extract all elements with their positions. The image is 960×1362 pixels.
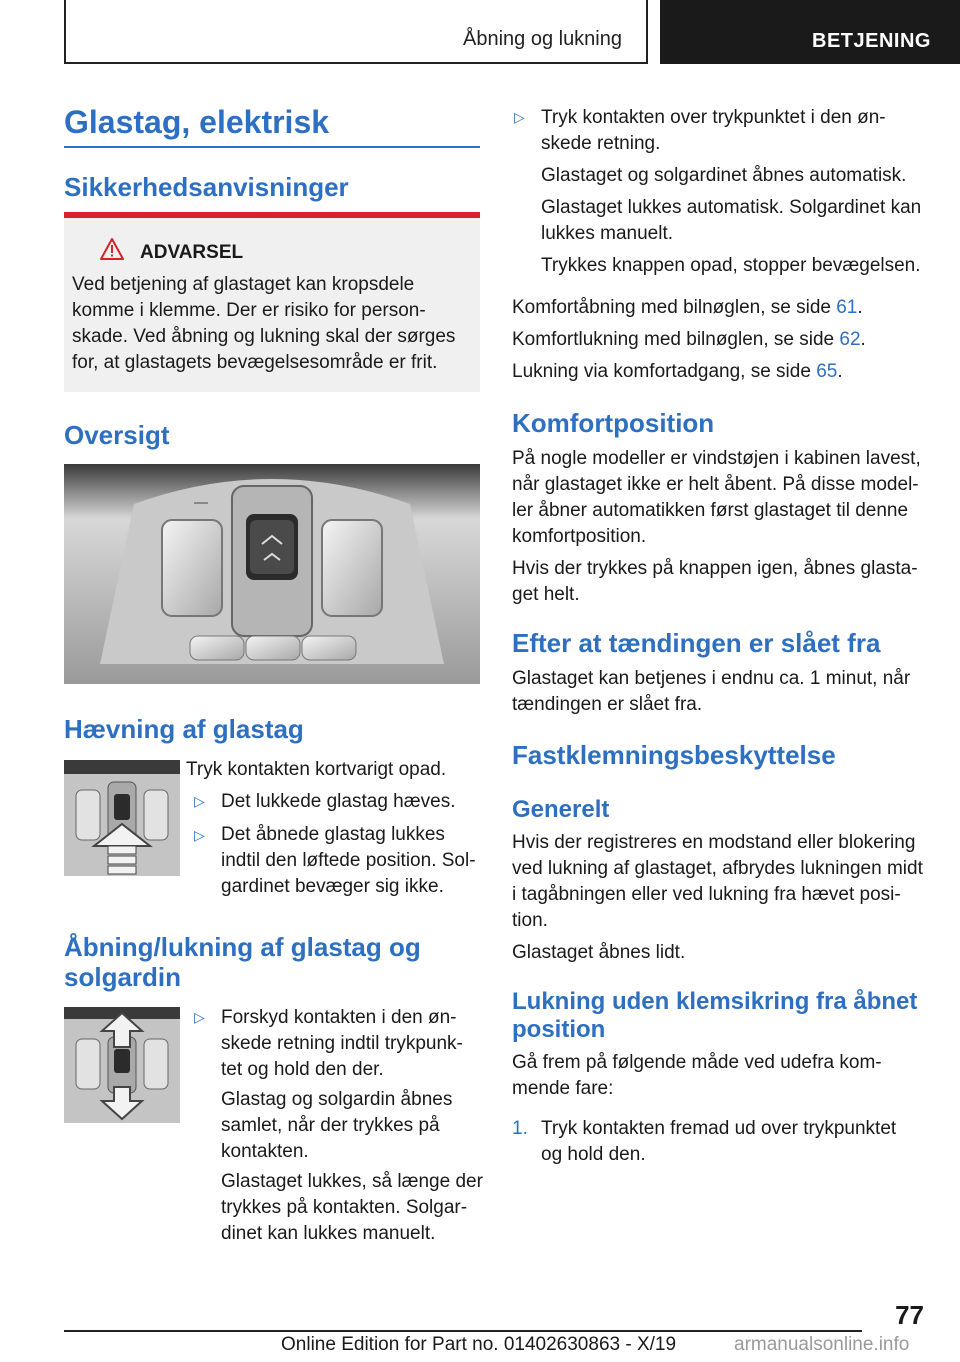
page-number: 77	[895, 1300, 924, 1330]
open-para2-line: trykkes på kontakten. Solgar-	[221, 1197, 468, 1218]
raise-intro: Tryk kontakten kortvarigt opad.	[186, 759, 447, 780]
right-sub-line: Trykkes knappen opad, stopper bevægelsen.	[541, 255, 921, 276]
nopinch-heading-line: position	[512, 1016, 606, 1043]
raise-switch-photo	[64, 760, 180, 876]
reference-period: .	[857, 297, 863, 318]
raise-bullet-line: Det åbnede glastag lukkes	[221, 824, 445, 845]
comfort-line: På nogle modeller er vindstøjen i kabinen lavest,	[512, 448, 921, 469]
right-sub-line: Glastaget lukkes automatisk. Solgardinet kan	[541, 197, 922, 218]
right-sub-line: Glastaget og solgardinet åbnes automatisk.	[541, 165, 907, 186]
triangle-bullet-icon: ▷	[194, 1009, 205, 1025]
footer-edition: Online Edition for Part no. 01402630863 - X/19	[281, 1334, 677, 1355]
open-heading-line: solgardin	[64, 962, 182, 992]
triangle-bullet-icon: ▷	[514, 109, 525, 125]
general-line: ved lukning af glastaget, afbrydes lukningen midt	[512, 858, 923, 879]
comfort-heading: Komfortposition	[512, 408, 715, 438]
pinch-heading: Fastklemningsbeskyttelse	[512, 740, 836, 770]
comfort-line: Hvis der trykkes på knappen igen, åbnes glasta-	[512, 558, 918, 579]
reference-period: .	[837, 361, 843, 382]
overview-switch-photo	[64, 464, 480, 684]
general-heading: Generelt	[512, 796, 610, 823]
reference-text: Komfortåbning med bilnøglen, se side	[512, 297, 837, 318]
page-title: Glastag, elektrisk	[64, 104, 330, 140]
open-para2-line: dinet kan lukkes manuelt.	[221, 1223, 436, 1244]
warning-box	[64, 218, 480, 392]
page-link-61[interactable]: 61	[836, 297, 858, 318]
reference-comfort-access	[512, 359, 843, 385]
comfort-line: når glastaget ikke er helt åbent. På disse model-	[512, 474, 919, 495]
ignition-line: tændingen er slået fra.	[512, 694, 703, 715]
triangle-bullet-icon: ▷	[194, 827, 205, 843]
open-bullet-line: skede retning indtil trykpunk-	[221, 1033, 463, 1054]
comfort-line: komfortposition.	[512, 526, 647, 547]
open-bullet-line: Forskyd kontakten i den øn-	[221, 1007, 457, 1028]
general-line: Glastaget åbnes lidt.	[512, 942, 686, 963]
reference-period: .	[860, 329, 866, 350]
overview-heading: Oversigt	[64, 420, 170, 450]
header-section-title: Åbning og lukning	[462, 28, 622, 50]
reference-comfort-close	[512, 327, 866, 353]
step-line: Tryk kontakten fremad ud over trykpunktet	[541, 1118, 897, 1139]
footer-rule	[64, 1330, 862, 1332]
right-bullet-line: skede retning.	[541, 133, 661, 154]
right-bullet-line: Tryk kontakten over trykpunktet i den øn-	[541, 107, 886, 128]
warning-triangle-icon	[100, 238, 124, 260]
warning-line: skade. Ved åbning og lukning skal der sørges	[72, 326, 456, 347]
raise-heading: Hævning af glastag	[64, 714, 304, 744]
comfort-line: get helt.	[512, 584, 580, 605]
general-line: Hvis der registreres en modstand eller blokering	[512, 832, 916, 853]
open-para1-line: samlet, når der trykkes på	[221, 1115, 440, 1136]
raise-bullet-line: indtil den løftede position. Sol-	[221, 850, 476, 871]
reference-comfort-open	[512, 295, 863, 321]
general-line: tion.	[512, 910, 548, 931]
warning-line: for, at glastagets bevægelsesområde er frit.	[72, 352, 438, 373]
header-section-box	[64, 0, 648, 64]
step-line: og hold den.	[541, 1144, 646, 1165]
right-sub-line: lukkes manuelt.	[541, 223, 674, 244]
reference-text: Komfortlukning med bilnøglen, se side	[512, 329, 840, 350]
warning-line: komme i klemme. Der er risiko for person-	[72, 300, 426, 321]
raise-bullet-line: Det lukkede glastag hæves.	[221, 791, 456, 812]
open-bullet-line: tet og hold den der.	[221, 1059, 384, 1080]
open-heading	[64, 932, 421, 992]
raise-bullet-line: gardinet bevæger sig ikke.	[221, 876, 444, 897]
open-close-switch-photo	[64, 1007, 180, 1123]
step-number: 1.	[512, 1118, 528, 1139]
page-link-65[interactable]: 65	[816, 361, 838, 382]
ignition-line: Glastaget kan betjenes i endnu ca. 1 minut, når	[512, 668, 911, 689]
nopinch-line: Gå frem på følgende måde ved udefra kom-	[512, 1052, 882, 1073]
nopinch-line: mende fare:	[512, 1078, 614, 1099]
warning-line: Ved betjening af glastaget kan kropsdele	[72, 274, 415, 295]
header-chapter-label: BETJENING	[812, 30, 931, 52]
safety-heading: Sikkerhedsanvisninger	[64, 172, 349, 202]
comfort-line: ler åbner automatikken først glastaget til denne	[512, 500, 909, 521]
open-para2-line: Glastaget lukkes, så længe der	[221, 1171, 483, 1192]
open-para1-line: Glastag og solgardin åbnes	[221, 1089, 453, 1110]
title-rule	[64, 146, 480, 148]
general-line: i tagåbningen eller ved lukning fra hævet posi-	[512, 884, 901, 905]
open-heading-line: Åbning/lukning af glastag og	[64, 932, 421, 962]
nopinch-heading-line: Lukning uden klemsikring fra åbnet	[512, 988, 918, 1015]
warning-label: ADVARSEL	[140, 242, 244, 263]
triangle-bullet-icon: ▷	[194, 793, 205, 809]
nopinch-heading	[512, 988, 917, 1044]
header-chapter-tab	[660, 0, 960, 64]
page-link-62[interactable]: 62	[839, 329, 861, 350]
reference-text: Lukning via komfortadgang, se side	[512, 361, 817, 382]
ignition-heading: Efter at tændingen er slået fra	[512, 628, 881, 658]
open-para1-line: kontakten.	[221, 1141, 309, 1162]
footer-watermark: armanualsonline.info	[734, 1334, 910, 1355]
